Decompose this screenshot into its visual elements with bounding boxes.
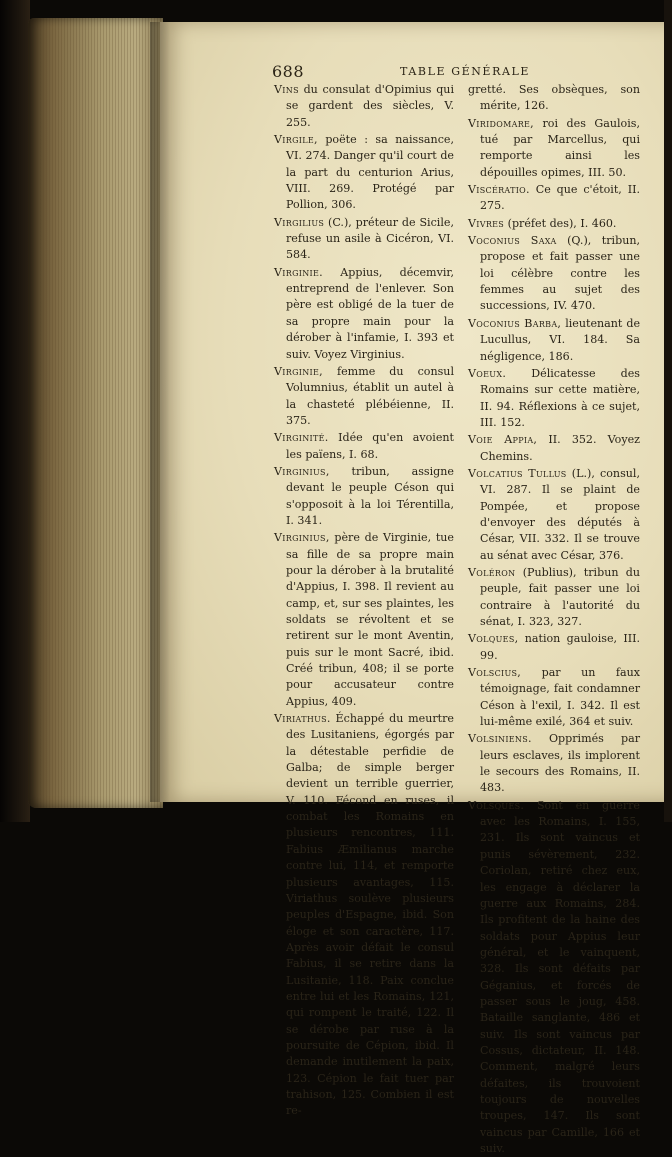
entry-head: Volsques. [468, 798, 525, 812]
entry-text: (Publius), tribun du peuple, fait passer une loi contraire à l'autorité du sénat, I. 323, 327. [480, 565, 641, 628]
index-entry [274, 364, 454, 429]
entry-head: Volscius, [468, 666, 522, 680]
entry-head: Viridomare, [468, 116, 534, 130]
index-entry [274, 215, 454, 264]
entry-head: Virgile, [274, 133, 318, 147]
entry-text: Sont en guerre avec les Romains, I. 155, 231. Ils sont vaincus et punis sévèrement, 232. Coriolan, retiré chez eux, les engage à déclarer la guerre aux Romains, 284. Ils profitent de la haine des soldats pour Appius leur général, et le vainquent, 328. Ils sont défaits par Géganius, et forcés de passer sous le joug, 458. Bataille sanglante, 486 et suiv. Ils sont vaincus par Cossus, dictateur, II. 148. Comment, malgré leurs défaites, ils trouvoient toujours de nouvelles troupes, 147. Ils sont vaincus par Camille, 166 et suiv. [480, 798, 640, 1155]
book-edge [0, 0, 30, 822]
entry-head: Virginie. [274, 265, 323, 279]
index-entry [468, 216, 640, 232]
index-column-left [274, 82, 454, 1120]
entry-text: tribun, assigne devant le peuple Céson qui s'opposoit à la loi Térentilla, I. 341. [286, 464, 454, 527]
entry-text: gretté. Ses obsèques, son mérite, 126. [468, 83, 640, 113]
entry-text: du consulat d'Opimius qui se gardent des siècles, V. 255. [286, 83, 454, 129]
entry-head: Voeux. [468, 366, 507, 380]
index-entry [468, 565, 640, 630]
entry-head: Voie Appia, [468, 433, 538, 447]
entry-text: Opprimés par leurs esclaves, ils implorent le secours des Romains, II. 483. [480, 732, 640, 795]
page-block-edges [28, 18, 163, 808]
index-entry [274, 430, 454, 463]
index-entry [274, 132, 454, 214]
page-header [272, 62, 662, 82]
index-entry [274, 82, 454, 131]
entry-head: Virginie, [274, 364, 323, 378]
entry-text: Délicatesse des Romains sur cette matière, II. 94. Réflexions à ce sujet, III. 152. [480, 366, 640, 429]
entry-head: Virginité. [274, 431, 329, 445]
entry-text: Idée qu'en avoient les païens, I. 68. [286, 431, 454, 461]
entry-text: poëte : sa naissance, VI. 274. Danger qu'il court de la part du centurion Arius, VIII. 269. Protégé par Pollion, 306. [286, 133, 454, 212]
index-entry [468, 731, 640, 796]
entry-head: Voconius Barba, [468, 316, 562, 330]
index-entry [468, 233, 640, 315]
index-entry [468, 316, 640, 365]
index-entry [274, 530, 454, 710]
index-column-right [468, 82, 640, 1157]
entry-head: Voléron [468, 565, 516, 579]
entry-text: (C.), préteur de Sicile, refuse un asile à Cicéron, VI. 584. [286, 215, 454, 262]
index-entry [468, 82, 640, 115]
entry-head: Virginius, [274, 531, 330, 545]
entry-head: Vins [274, 83, 299, 96]
spine-shadow [150, 22, 170, 802]
entry-text: nation gauloise, III. 99. [480, 632, 640, 662]
entry-text: (préfet des), I. 460. [507, 216, 617, 230]
index-entry [468, 665, 640, 730]
entry-text: II. 352. Voyez Chemins. [480, 433, 640, 463]
entry-head: Virginius, [274, 464, 330, 478]
entry-head: Vivres [468, 216, 505, 230]
index-entry [274, 711, 454, 1120]
entry-text: roi des Gaulois, tué par Marcellus, qui remporte ainsi les dépouilles opimes, III. 50. [480, 116, 640, 179]
entry-text: Ce que c'étoit, II. 275. [480, 183, 640, 213]
entry-head: Voconius Saxa [468, 234, 557, 248]
index-entry [468, 116, 640, 181]
entry-head: Volsiniens. [468, 732, 532, 746]
page-number: 688 [272, 62, 305, 81]
entry-head: Volcatius Tullus [468, 466, 567, 480]
entry-text: (Q.), tribun, propose et fait passer une loi célèbre contre les femmes au sujet des successions, IV. 470. [480, 234, 641, 313]
index-entry [274, 265, 454, 363]
entry-head: Volques, [468, 632, 519, 646]
entry-text: par un faux témoignage, fait condamner Céson à l'exil, I. 342. Il est lui-même exilé, 364 et suiv. [480, 666, 641, 729]
entry-head: Virgilius [274, 215, 325, 229]
index-entry [468, 432, 640, 465]
entry-text: lieutenant de Lucullus, VI. 184. Sa négligence, 186. [480, 316, 641, 363]
index-entry [274, 464, 454, 529]
index-entry [468, 798, 640, 1157]
right-edge [664, 0, 672, 822]
index-entry [468, 182, 640, 215]
entry-text: Échappé du meurtre des Lusitaniens, égorgés par la détestable perfidie de Galba; de simple berger devient un terrible guerrier, V. 110. Fécond en ruses, il combat les Romains en plusieurs rencontres, 111. Fabius Æmilianus marche contre lui, 114, et remporte plusieurs avantages, 115. Viriathus soulève plusieurs peuples d'Espagne, ibid. Son éloge et son caractère, 117. Après avoir défait le consul Fabius, il se retire dans la Lusitanie, 118. Paix conclue entre lui et les Romains, 121, qui rompent le traité, 122. Il se dérobe par ruse à la poursuite de Cépion, ibid. Il demande inutilement la paix, 123. Cépion le fait tuer par trahison, 125. Combien il est re- [286, 712, 454, 1118]
index-entry [468, 466, 640, 564]
entry-text: Appius, décemvir, entreprend de l'enlever. Son père est obligé de la tuer de sa propre main pour la dérober à l'infamie, I. 393 et suiv. Voyez Virginius. [286, 265, 454, 361]
entry-text: père de Virginie, tue sa fille de sa propre main pour la dérober à la brutalité d'Appius, I. 398. Il revient au camp, et, sur ses plaintes, les soldats se révoltent et se retirent sur le mont Aventin, puis sur le mont Sacré, ibid. Créé tribun, 408; il se porte pour accusateur contre Appius, 409. [286, 531, 454, 708]
index-entry [468, 631, 640, 664]
entry-head: Viriathus. [274, 712, 331, 726]
entry-text: (L.), consul, VI. 287. Il se plaint de Pompée, et propose d'envoyer des députés à César, VII. 332. Il se trouve au sénat avec César, 376. [480, 466, 640, 562]
entry-head: Viscératio. [468, 183, 530, 197]
running-head: TABLE GÉNÉRALE [400, 65, 531, 78]
entry-text: femme du consul Volumnius, établit un autel à la chasteté plébéienne, II. 375. [286, 364, 455, 427]
index-entry [468, 366, 640, 431]
